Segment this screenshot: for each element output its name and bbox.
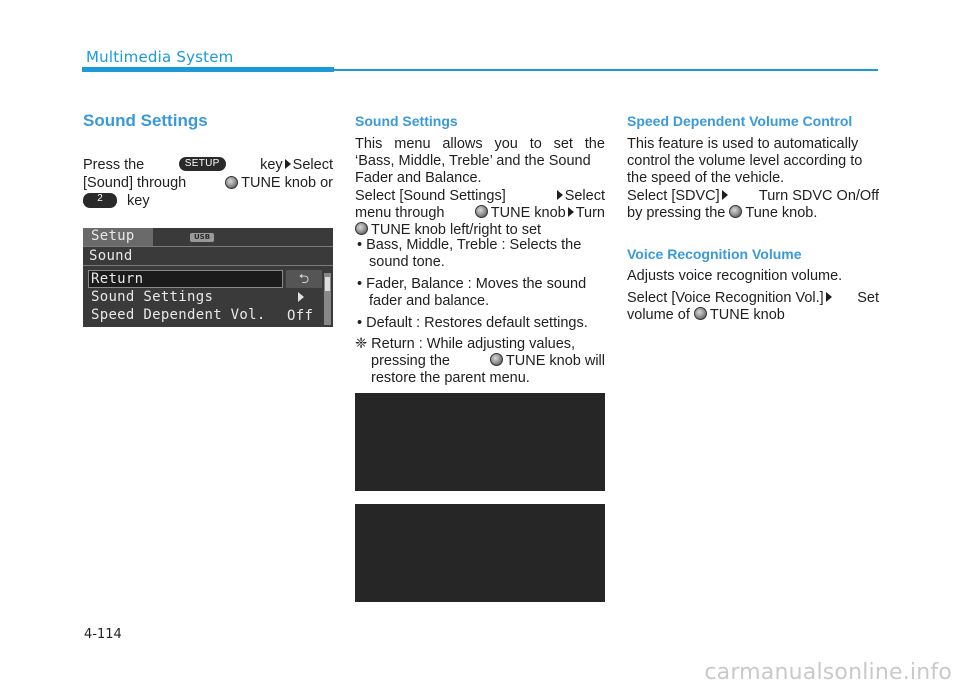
col3-paragraph-1: This feature is used to automatically control the volume level according to the speed of the vehicle. <box>627 136 863 186</box>
arrow-right-icon <box>568 207 574 217</box>
col2-bullet-1: • Bass, Middle, Treble : Selects the sound tone. <box>357 237 582 270</box>
tune-knob-icon <box>490 353 503 366</box>
screen-scrollbar <box>324 273 331 325</box>
tune-knob-icon <box>225 176 238 189</box>
col3-title-sdvc: Speed Dependent Volume Control <box>627 113 853 129</box>
tune-knob-icon <box>694 307 707 320</box>
col3-paragraph-3: Adjusts voice recognition volume. <box>627 268 843 284</box>
tune-knob-icon <box>355 222 368 235</box>
col2-note: ❈ Return : While adjusting values, pressing the TUNE knob will restore the parent menu. <box>355 336 605 386</box>
tune-knob-icon <box>729 205 742 218</box>
tune-knob-icon <box>475 205 488 218</box>
arrow-right-icon <box>722 190 728 200</box>
watermark: carmanualsonline.info <box>704 660 952 685</box>
screen-row-value: Off <box>287 308 314 324</box>
screen-tab-label: Setup <box>91 228 135 244</box>
setup-key-icon: SETUP <box>179 157 226 171</box>
chevron-right-icon <box>298 292 304 302</box>
col1-title: Sound Settings <box>83 111 208 130</box>
screen-row-sound: Sound <box>89 248 133 264</box>
col2-bullet-2: • Fader, Balance : Moves the sound fader and balance. <box>357 276 587 309</box>
screen-image-2 <box>355 504 605 602</box>
screen-image-1 <box>355 393 605 491</box>
col2-paragraph-1: This menu allows you to set the ‘Bass, Middle, Treble’ and the Sound Fader and Balance. <box>355 136 605 186</box>
back-icon: ⮌ <box>286 270 322 288</box>
col1-paragraph: Press the SETUP key Select [Sound] through TUNE knob or 2 key <box>83 157 333 210</box>
head-unit-screen <box>83 228 333 327</box>
screen-row-sound-settings: Sound Settings <box>91 289 214 305</box>
col2-paragraph-2: Select [Sound Settings] Select menu through TUNE knob Turn TUNE knob left/right to set <box>355 188 605 238</box>
number-key-icon: 2 <box>83 193 117 208</box>
header-rule-thin <box>334 69 878 71</box>
screen-row-return: Return <box>91 271 144 287</box>
header-rule-thick <box>82 67 334 72</box>
page-number: 4-114 <box>84 627 122 642</box>
screen-row-speed-dependent: Speed Dependent Vol. <box>91 307 266 323</box>
col2-title: Sound Settings <box>355 113 458 129</box>
col3-paragraph-2: Select [SDVC] Turn SDVC On/Off by pressing the Tune knob. <box>627 188 879 221</box>
col2-bullet-3: • Default : Restores default settings. <box>357 315 588 331</box>
arrow-right-icon <box>285 159 291 169</box>
arrow-right-icon <box>826 292 832 302</box>
arrow-right-icon <box>557 190 563 200</box>
section-title: Multimedia System <box>86 48 234 66</box>
col3-title-voice: Voice Recognition Volume <box>627 246 802 262</box>
text-press: Press the <box>83 157 145 173</box>
col3-paragraph-4: Select [Voice Recognition Vol.] Set volume of TUNE knob <box>627 290 879 323</box>
usb-badge: USB <box>190 233 214 242</box>
